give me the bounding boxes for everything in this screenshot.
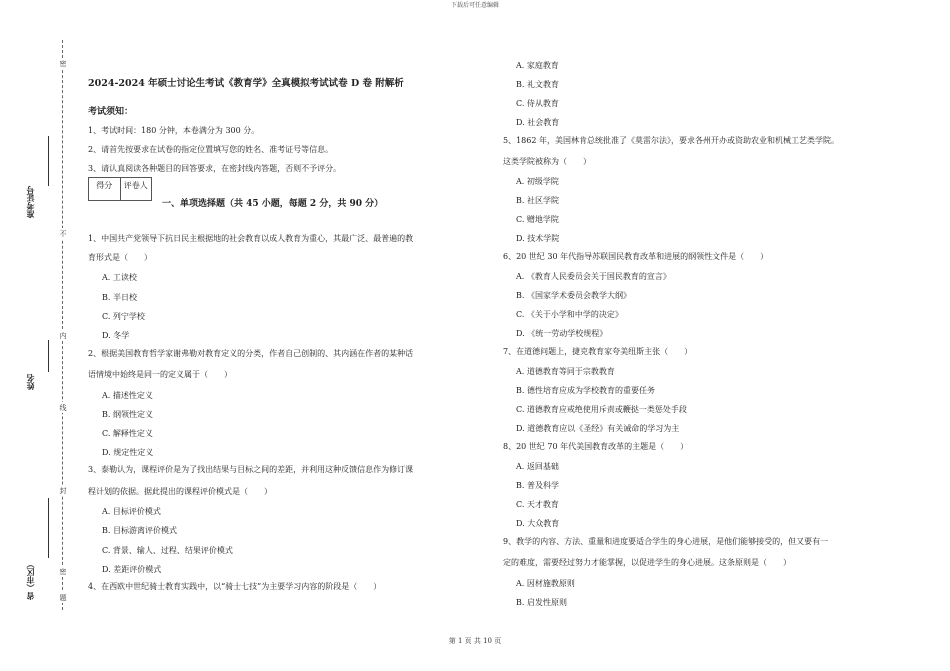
name-field[interactable] [48, 340, 50, 372]
page-footer: 第 1 页 共 10 页 [448, 637, 502, 645]
binding-margin [18, 40, 67, 620]
header-note: 下载后可任意编辑 [450, 2, 499, 9]
option: B. 礼文教育 [516, 80, 559, 89]
option: C. 《关于小学和中学的决定》 [516, 310, 623, 319]
score-label: 得分 [89, 178, 121, 200]
name-label: 姓名 [25, 374, 35, 390]
question-text: 语情境中始终是同一的定义属于（ ） [88, 370, 232, 379]
option: A. 《教育人民委员会关于国民教育的宣言》 [516, 272, 671, 281]
option: D. 差距评价模式 [102, 565, 162, 574]
option: B. 社区学院 [516, 196, 559, 205]
option: C. 侍从教育 [516, 99, 559, 108]
seal-char: 不 [59, 230, 67, 237]
notice-item: 1、考试时间：180 分钟，本卷满分为 300 分。 [88, 126, 260, 135]
option: C. 背景、输人、过程、结果评价模式 [102, 546, 233, 555]
region-label: 省（市区） [25, 560, 35, 600]
notice-heading: 考试须知： [88, 107, 134, 117]
admission-number-field[interactable] [48, 136, 50, 186]
option: A. 初级学院 [516, 177, 559, 186]
notice-item: 3、请认真阅读各种题目的回答要求，在密封线内答题，否则不予评分。 [88, 164, 342, 173]
option: D. 社会教育 [516, 118, 560, 127]
grader-label: 评卷人 [123, 181, 148, 190]
option: B. 纲领性定义 [102, 410, 153, 419]
option: C. 解释性定义 [102, 429, 153, 438]
option: C. 道德教育应戒绝使用斥责或鞭挞一类惩处手段 [516, 405, 687, 414]
option: D. 《统一劳动学校规程》 [516, 329, 608, 338]
option: B. 《国家学术委员会教学大纲》 [516, 291, 631, 300]
option: B. 普及科学 [516, 481, 559, 490]
seal-char: 封 [59, 487, 67, 494]
question-text: 3、泰勒认为，课程评价是为了找出结果与目标之间的差距，并利用这种反馈信息作为修订课 [88, 465, 414, 474]
option: B. 目标游离评价模式 [102, 526, 177, 535]
option: A. 目标评价模式 [102, 507, 161, 516]
option: D. 规定性定义 [102, 448, 154, 457]
question-text: 定的难度，需要经过努力才能掌握，以促进学生的身心进展。这条原则是（ ） [503, 558, 791, 567]
option: A. 道德教育等同于宗教教育 [516, 367, 615, 376]
question-text: 8、20 世纪 70 年代美国教育改革的主题是（ ） [503, 442, 689, 451]
question-text: 7、在道德问题上，捷克教育家夸美纽斯主张（ ） [503, 347, 693, 356]
option: A. 工读校 [102, 273, 137, 282]
option: A. 家庭教育 [516, 61, 559, 70]
seal-char: 线 [59, 404, 67, 411]
question-text: 4、在西欧中世纪骑士教育实践中，以“骑士七技”为主要学习内容的阶段是（ ） [88, 582, 382, 591]
notice-item: 2、请首先按要求在试卷的指定位置填写您的姓名、准考证号等信息。 [88, 145, 334, 154]
section-title: 一、单项选择题（共 45 小题，每题 2 分，共 90 分） [162, 199, 384, 209]
region-field[interactable] [48, 498, 50, 558]
option: A. 返回基础 [516, 462, 559, 471]
option: C. 列宁学校 [102, 312, 145, 321]
option: C. 天才教育 [516, 500, 559, 509]
question-text: 1、中国共产党领导下抗日民主根据地的社会教育以成人教育为重心，其最广泛、最普遍的教 [88, 234, 414, 243]
question-text: 5、1862 年，美国林肯总统批准了《莫雷尔法》，要求各州开办或资助农业和机械工艺类学院。 [503, 136, 839, 145]
option: D. 冬学 [102, 331, 130, 340]
seal-char: 题 [59, 594, 67, 601]
question-text: 9、教学的内容、方法、重量和进度要适合学生的身心进展，是他们能够接受的，但又要有一 [503, 537, 829, 546]
seal-char: 密 [59, 568, 67, 575]
option: A. 描述性定义 [102, 391, 153, 400]
seal-char: 内 [59, 332, 67, 339]
seal-line [62, 40, 63, 610]
option: B. 启发性原则 [516, 598, 567, 607]
seal-char: 密 [59, 60, 67, 67]
option: D. 大众教育 [516, 519, 560, 528]
option: C. 赠地学院 [516, 215, 559, 224]
option: D. 技术学院 [516, 234, 560, 243]
question-text: 育形式是（ ） [88, 253, 152, 262]
score-box [88, 177, 152, 201]
option: D. 道德教育应以《圣经》有关诫命的学习为主 [516, 424, 680, 433]
option: B. 半日校 [102, 293, 137, 302]
question-text: 6、20 世纪 30 年代指导苏联国民教育改革和进展的纲领性文件是（ ） [503, 252, 769, 261]
option: B. 德性培育应成为学校教育的重要任务 [516, 386, 655, 395]
question-text: 2、根据美国教育哲学家谢弗勒对教育定义的分类，作者自己创制的、其内涵在作者的某种话 [88, 349, 414, 358]
exam-title: 2024-2024 年硕士讨论生考试《教育学》全真模拟考试试卷 D 卷 附解析 [88, 78, 404, 89]
question-text: 程计划的依据。据此提出的课程评价模式是（ ） [88, 487, 272, 496]
question-text: 这类学院被称为（ ） [503, 157, 591, 166]
admission-number-label: 准考证号 [25, 186, 35, 218]
option: A. 因材施教原则 [516, 579, 575, 588]
